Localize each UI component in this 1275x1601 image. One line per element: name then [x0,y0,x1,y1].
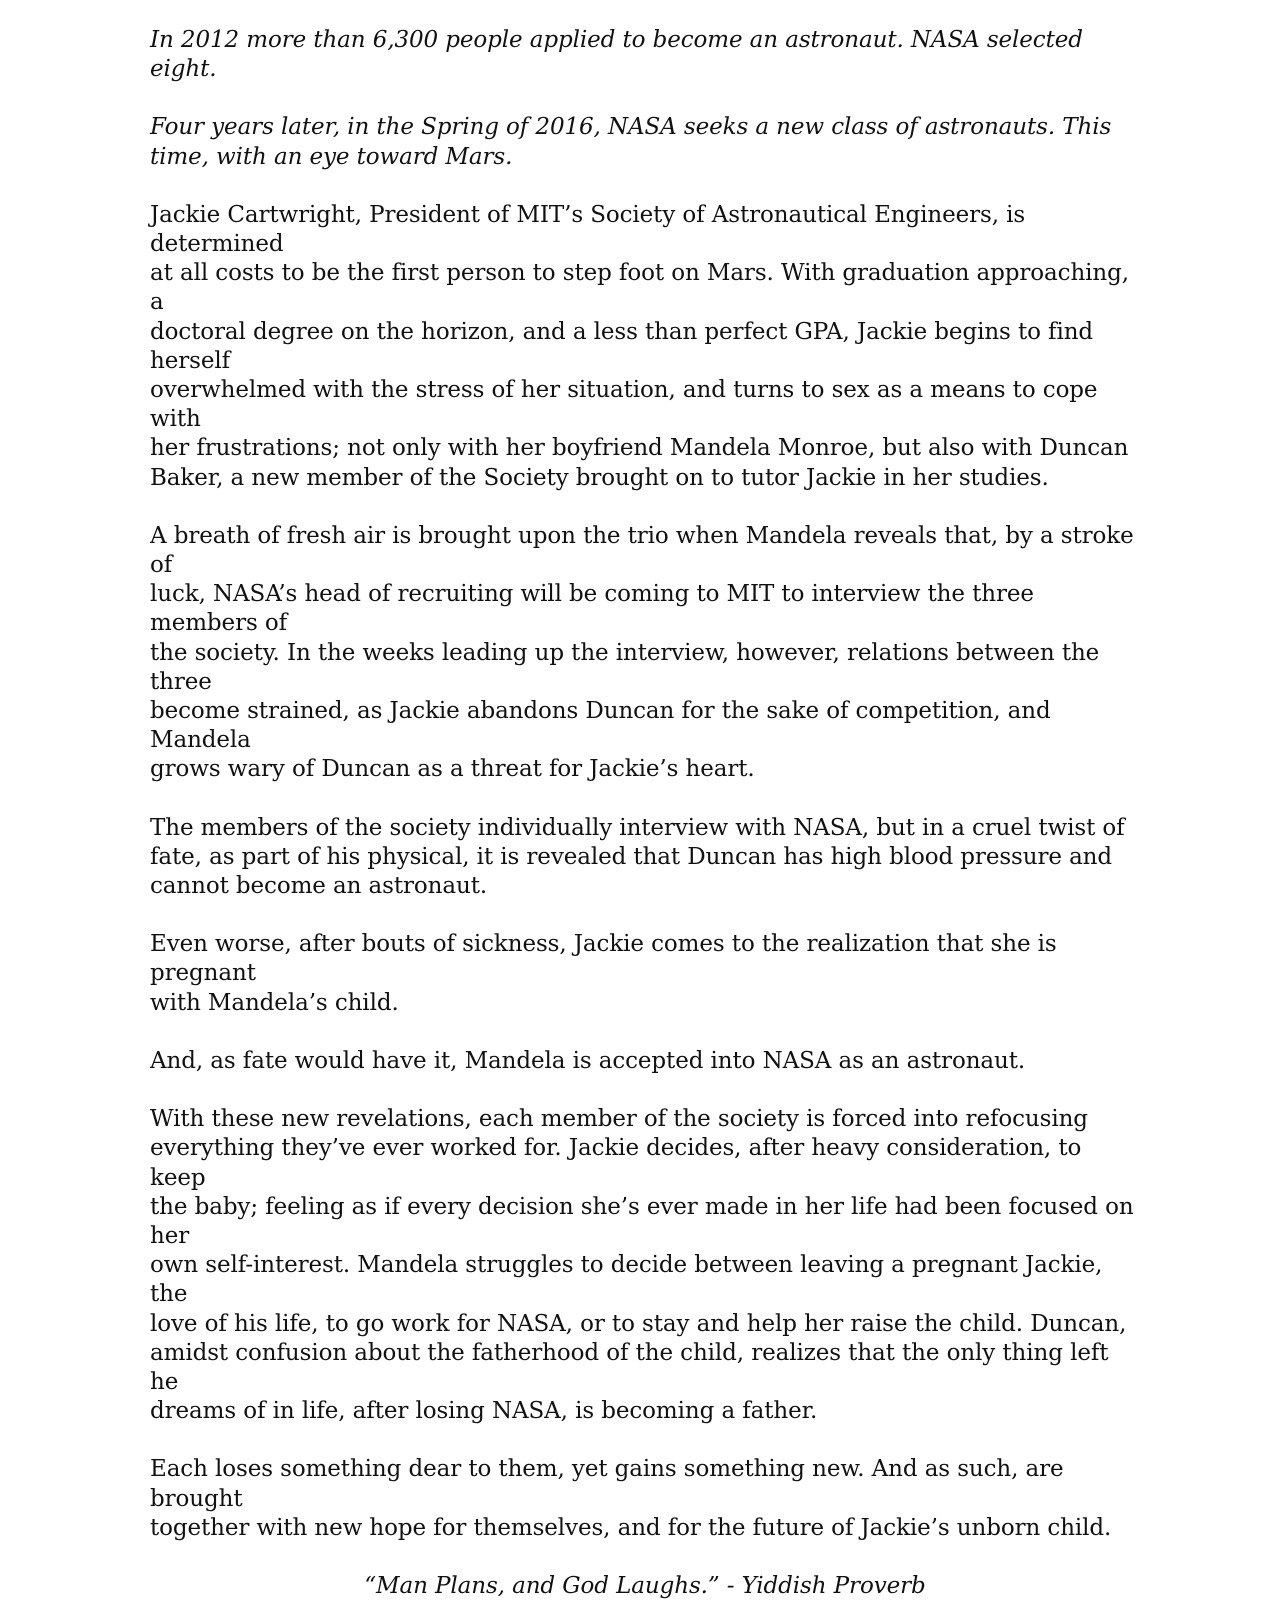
body-paragraph-1: Jackie Cartwright, President of MIT’s Society of Astronautical Engineers, is determined at all costs to be the first person to step foot on Mars. With graduation approaching, a doctoral degree on the horizon, and a less than perfect GPA, Jackie begins to find herself overwhelmed with the stress of her situation, and turns to sex as a means to cope with her frustrations; not only with her boyfriend Mandela Monroe, but also with Duncan Baker, a new member of the Society brought on to tutor Jackie in her studies. [150,201,1129,491]
body-paragraph-5: And, as fate would have it, Mandela is accepted into NASA as an astronaut. [150,1047,1026,1074]
intro-paragraph-1: In 2012 more than 6,300 people applied to become an astronaut. NASA selected eight. [150,27,1083,83]
closing-quote: “Man Plans, and God Laughs.” - Yiddish Proverb [364,1572,926,1599]
body-paragraph-2: A breath of fresh air is brought upon the trio when Mandela reveals that, by a stroke of luck, NASA’s head of recruiting will be coming to MIT to interview the three members of the society. In the weeks leading up the interview, however, relations between the three become strained, as Jackie abandons Duncan for the sake of competition, and Mandela grows wary of Duncan as a threat for Jackie’s heart. [150,522,1134,783]
body-paragraph-7: Each loses something dear to them, yet gains something new. And as such, are brought together with new hope for themselves, and for the future of Jackie’s unborn child. [150,1456,1112,1541]
body-paragraph-6: With these new revelations, each member of the society is forced into refocusing everything they’ve ever worked for. Jackie decides, after heavy consideration, to keep the baby; feeling as if every decision she’s ever made in her life had been focused on her own self-interest. Mandela struggles to decide between leaving a pregnant Jackie, the love of his life, to go work for NASA, or to stay and help her raise the child. Duncan, amidst confusion about the fatherhood of the child, realizes that the only thing left he dreams of in life, after losing NASA, is becoming a father. [150,1106,1134,1425]
body-paragraph-3: The members of the society individually interview with NASA, but in a cruel twist of fate, as part of his physical, it is revealed that Duncan has high blood pressure and cannot become an astronaut. [150,814,1125,900]
intro-paragraph-2: Four years later, in the Spring of 2016, NASA seeks a new class of astronauts. This time, with an eye toward Mars. [150,114,1112,170]
body-paragraph-4: Even worse, after bouts of sickness, Jackie comes to the realization that she is pregnant with Mandela’s child. [150,931,1057,1016]
document-page [150,26,1140,1601]
